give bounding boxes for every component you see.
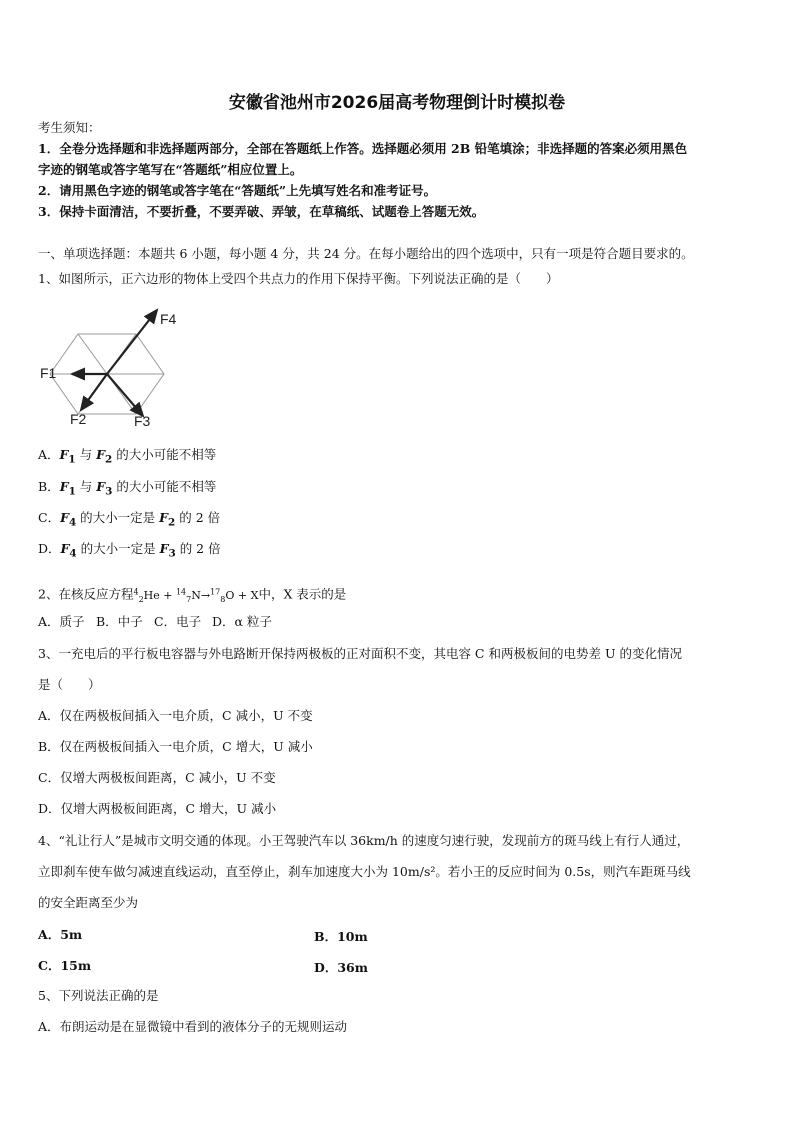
label-f4: F4 [160,311,177,327]
force-arrow-f2 [81,374,107,410]
notice-item: 2．请用黑色字迹的钢笔或答字笔在“答题纸”上先填写姓名和准考证号。 [38,183,437,198]
option-d: D．$F_4$ 的大小一定是 $F_3$ 的 2 倍 [38,541,221,560]
question-stem-cont: 的安全距离至少为 [38,895,139,910]
option-a: A．仅在两极板间插入一电介质，C 减小，U 不变 [38,708,313,723]
options-row [38,614,272,630]
option-c: C．电子 [154,614,202,629]
label-f3: F3 [134,413,151,429]
option-a: A．$F_1$ 与 $F_2$ 的大小可能不相等 [38,447,217,466]
question-stem: 2、在核反应方程$^4_2$He + $^{14}_7$N→$^{17}_8$O + X中，X 表示的是 [38,586,347,604]
hexagon-force-diagram [36,300,186,430]
option-b: B．10m [314,929,368,944]
label-f1: F1 [40,365,57,381]
option-a: A．5m [38,927,83,942]
section-heading: 一、单项选择题：本题共 6 小题，每小题 4 分，共 24 分。在每小题给出的四个选项中，只有一项是符合题目要求的。 [38,246,694,261]
option-a: A．布朗运动是在显微镜中看到的液体分子的无规则运动 [38,1019,348,1034]
question-stem: 1、如图所示，正六边形的物体上受四个共点力的作用下保持平衡。下列说法正确的是（ ） [38,271,559,286]
notice-item: 1．全卷分选择题和非选择题两部分，全部在答题纸上作答。选择题必须用 2B 铅笔填涂；非选择题的答案必须用黑色 [38,141,688,156]
option-d: D．36m [314,960,368,975]
label-f2: F2 [70,411,87,427]
nuclear-equation: $^4_2$He + $^{14}_7$N→$^{17}_8$O + X [133,587,259,604]
option-b: B．仅在两极板间插入一电介质，C 增大，U 减小 [38,739,313,754]
option-c: C．仅增大两极板间距离，C 减小，U 不变 [38,770,276,785]
option-b: B．$F_1$ 与 $F_3$ 的大小可能不相等 [38,479,217,498]
notice-heading: 考生须知： [38,120,101,135]
option-d: D．仅增大两极板间距离，C 增大，U 减小 [38,801,277,816]
question-stem: 3、一充电后的平行板电容器与外电路断开保持两极板的正对面积不变，其电容 C 和两极板间的电势差 U 的变化情况 [38,646,682,661]
question-stem-cont: 立即刹车使车做匀减速直线运动，直至停止，刹车加速度大小为 10m/s²。若小王的反应时间为 0.5s，则汽车距斑马线 [38,864,691,879]
notice-item: 3．保持卡面清洁，不要折叠，不要弄破、弄皱，在草稿纸、试题卷上答题无效。 [38,204,485,219]
force-arrow-f4 [107,310,157,374]
question-stem: 5、下列说法正确的是 [38,988,159,1003]
option-d: D．α 粒子 [212,614,272,629]
option-b: B．中子 [96,614,143,629]
option-c: C．$F_4$ 的大小一定是 $F_2$ 的 2 倍 [38,510,221,529]
page-title: 安徽省池州市2026届高考物理倒计时模拟卷 [228,93,566,113]
force-arrow-f3 [107,374,143,416]
option-c: C．15m [38,958,92,973]
question-stem: 4、“礼让行人”是城市文明交通的体现。小王驾驶汽车以 36km/h 的速度匀速行驶，发现前方的斑马线上有行人通过， [38,833,690,848]
question-stem-cont: 是（ ） [38,677,101,692]
notice-item: 字迹的钢笔或答字笔写在“答题纸”相应位置上。 [38,162,303,177]
option-a: A．质子 [38,614,85,629]
